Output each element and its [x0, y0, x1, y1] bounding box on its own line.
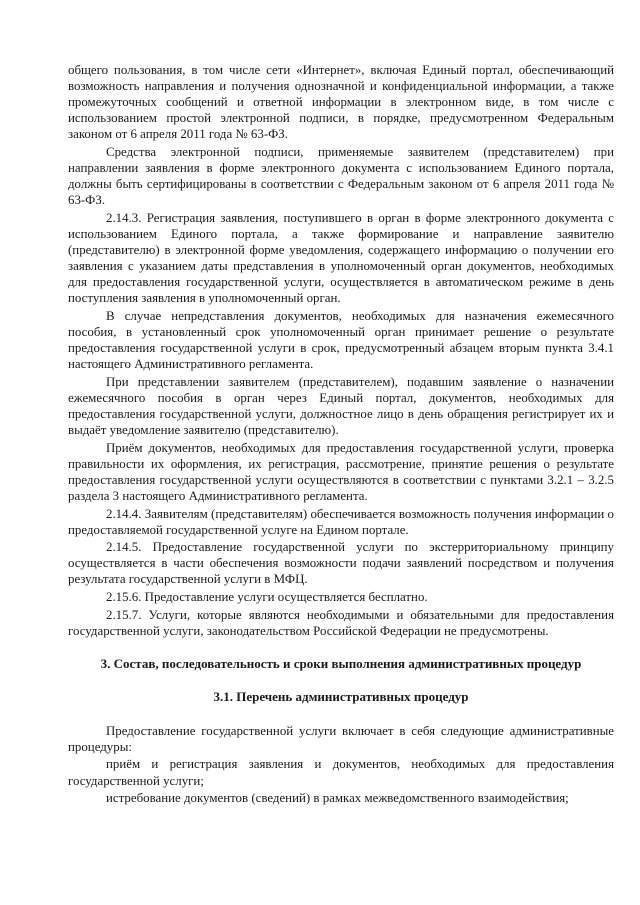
paragraph-6: Приём документов, необходимых для предоставления государственной услуги, проверка правильности их оформления, их регистрация, рассмотрение, принятие решения о результате предоставления государственной услуги осуществляются в соответствии с пунктами 3.2.1 – 3.2.5 раздела 3 настоящего Административного регламента.	[68, 440, 614, 503]
section-title: 3. Состав, последовательность и сроки выполнения административных процедур	[100, 655, 582, 671]
paragraph-11: Предоставление государственной услуги включает в себя следующие административные процедуры:	[68, 723, 614, 754]
subsection-title: 3.1. Перечень административных процедур	[213, 688, 469, 704]
paragraph-13: истребование документов (сведений) в рамках межведомственного взаимодействия;	[106, 791, 569, 806]
paragraph-2: Средства электронной подписи, применяемые заявителем (представителем) при направлении заявления в форме электронного документа с использованием Единого портала, должны быть сертифицированы в соответствии с Федеральным законом от 6 апреля 2011 года № 63-ФЗ.	[68, 144, 614, 208]
paragraph-1: общего пользования, в том числе сети «Интернет», включая Единый портал, обеспечивающий возможность направления и получения однозначной и конфиденциальной информации, а также промежуточных сообщений и ответной информации в электронном виде, в том числе с использованием простой электронной подписи, в порядке, предусмотренном Федеральным законом от 6 апреля 2011 года № 63-ФЗ.	[68, 63, 614, 142]
paragraph-8: 2.14.5. Предоставление государственной услуги по экстерриториальному принципу осуществляется в части обеспечения возможности подачи заявлений посредством и получения результата государственной услуги в МФЦ.	[68, 540, 614, 587]
paragraph-3: 2.14.3. Регистрация заявления, поступившего в орган в форме электронного документа с использованием Единого портала, а также формирование и направление заявителю (представителю) в электронной форме уведомления, содержащего информацию о получении его заявления с указанием даты представления в уполномоченный орган документов, необходимых для предоставления государственной услуги, осуществляется в автоматическом режиме в день поступления заявления в уполномоченный орган.	[68, 210, 614, 306]
paragraph-9: 2.15.6. Предоставление услуги осуществляется бесплатно.	[106, 590, 428, 604]
paragraph-7: 2.14.4. Заявителям (представителям) обеспечивается возможность получения информации о предоставляемой государственной услуге на Едином портале.	[68, 506, 614, 537]
paragraph-4: В случае непредставления документов, необходимых для назначения ежемесячного пособия, в установленный срок уполномоченный орган принимает решение о результате предоставления государственной услуги в срок, предусмотренный абзацем вторым пункта 3.4.1 настоящего Административного регламента.	[68, 308, 614, 372]
paragraph-10: 2.15.7. Услуги, которые являются необходимыми и обязательными для предоставления государственной услуги, законодательством Российской Федерации не предусмотрены.	[68, 607, 614, 638]
paragraph-12: приём и регистрация заявления и документов, необходимых для предоставления государственной услуги;	[68, 757, 614, 788]
document-page	[68, 62, 614, 808]
paragraph-5: При представлении заявителем (представителем), подавшим заявление о назначении ежемесячного пособия в орган через Единый портал, документов, необходимых для предоставления государственной услуги, должностное лицо в день обращения регистрирует их и выдаёт уведомление заявителю (представителю).	[68, 374, 614, 438]
